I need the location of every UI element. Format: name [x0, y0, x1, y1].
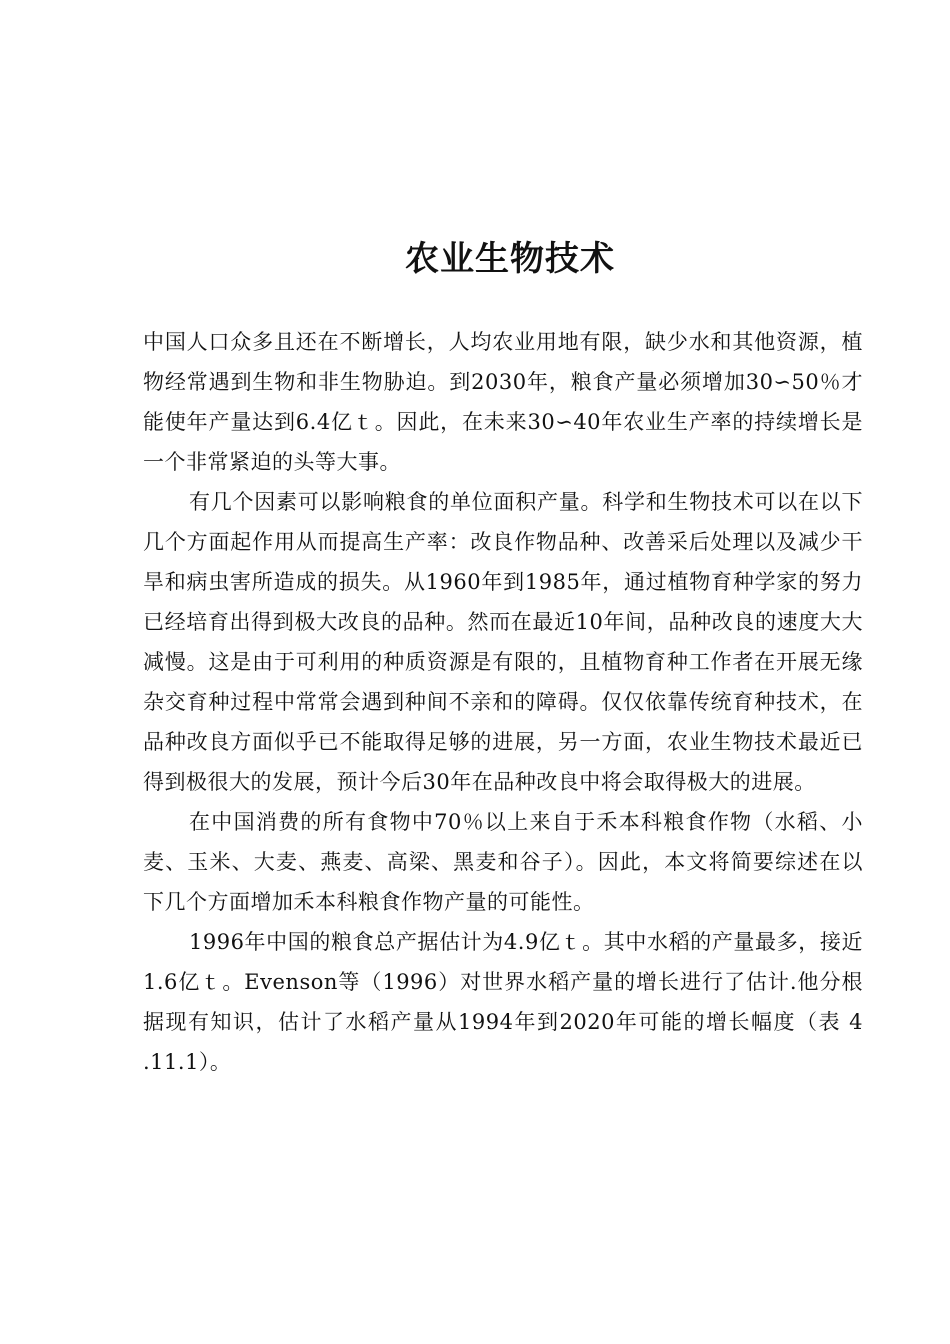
- document-body: [143, 322, 863, 1082]
- paragraph-2: 有几个因素可以影响粮食的单位面积产量。科学和生物技术可以在以下几个方面起作用从而提高生产率：改良作物品种、改善采后处理以及减少干旱和病虫害所造成的损失。从1960年到1985年，通过植物育种学家的努力已经培育出得到极大改良的品种。然而在最近10年间，品种改良的速度大大减慢。这是由于可利用的种质资源是有限的，且植物育种工作者在开展无缘杂交育种过程中常常会遇到种间不亲和的障碍。仅仅依靠传统育种技术，在品种改良方面似乎已不能取得足够的进展，另一方面，农业生物技术最近已得到极很大的发展，预计今后30年在品种改良中将会取得极大的进展。: [143, 490, 863, 794]
- paragraph-4: 1996年中国的粮食总产据估计为4.9亿ｔ。其中水稻的产量最多，接近1.6亿ｔ。Evenson等（1996）对世界水稻产量的增长进行了估计.他分根据现有知识，估计了水稻产量从1994年到2020年可能的增长幅度（表 4 .11.1）。: [143, 930, 863, 1074]
- document-title: 农业生物技术: [405, 238, 615, 279]
- paragraph-3: 在中国消费的所有食物中70％以上来自于禾本科粮食作物（水稻、小麦、玉米、大麦、燕麦、高梁、黑麦和谷子）。因此，本文将简要综述在以下几个方面增加禾本科粮食作物产量的可能性。: [143, 810, 863, 914]
- paragraph-1: 中国人口众多且还在不断增长，人均农业用地有限，缺少水和其他资源，植物经常遇到生物和非生物胁迫。到2030年，粮食产量必须增加30∽50％才能使年产量达到6.4亿ｔ。因此，在未来30∽40年农业生产率的持续增长是一个非常紧迫的头等大事。: [143, 330, 863, 474]
